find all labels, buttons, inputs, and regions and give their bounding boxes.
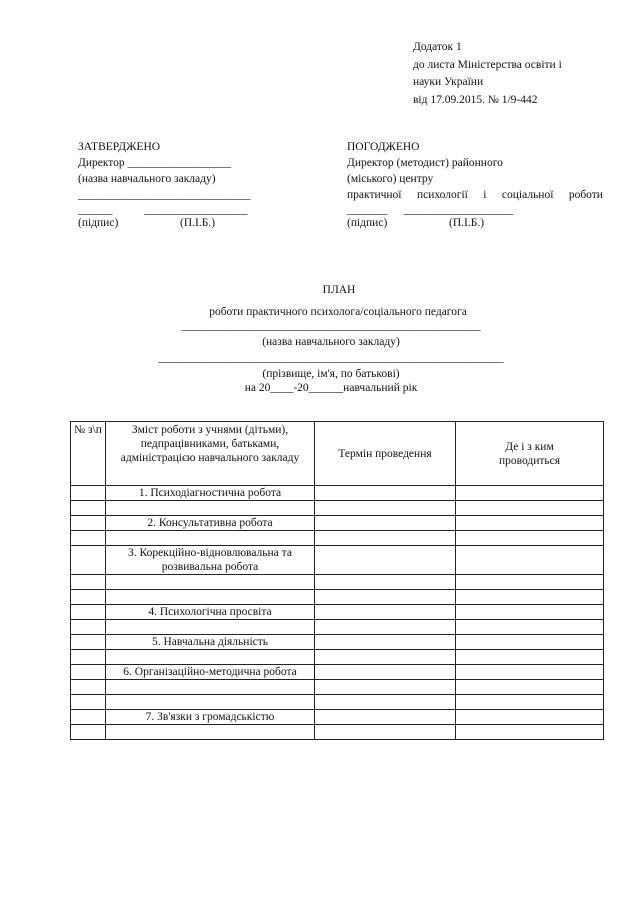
table-cell — [315, 605, 456, 620]
agreed-word: психології — [416, 189, 468, 201]
table-cell — [456, 546, 604, 575]
approved-name-label: (П.І.Б.) — [180, 217, 216, 229]
table-cell — [71, 665, 106, 680]
table-row — [71, 650, 604, 665]
table-row — [71, 531, 604, 546]
table-cell — [456, 635, 604, 650]
section-title: 7. Зв'язки з громадськістю — [106, 710, 315, 725]
table-cell — [456, 650, 604, 665]
table-cell — [315, 680, 456, 695]
plan-person-blank: ____________________________________________________________ — [158, 352, 504, 364]
table-cell — [456, 575, 604, 590]
table-row — [71, 680, 604, 695]
annex-line: від 17.09.2015. № 1/9-442 — [413, 94, 538, 106]
plan-year-line: на 20____-20______навчальний рік — [244, 382, 418, 394]
section-row — [71, 605, 604, 620]
table-cell — [315, 695, 456, 710]
table-row — [71, 695, 604, 710]
table-cell — [456, 695, 604, 710]
table-cell — [456, 516, 604, 531]
table-cell — [456, 605, 604, 620]
approved-institution-label: (назва навчального закладу) — [78, 173, 216, 185]
table-cell — [456, 710, 604, 725]
table-cell — [106, 680, 315, 695]
header-term: Термін проведення — [315, 422, 456, 486]
table-cell — [71, 695, 106, 710]
table-row — [71, 590, 604, 605]
plan-title: ПЛАН — [322, 284, 356, 296]
annex-line: до листа Міністерства освіти і — [413, 59, 562, 71]
table-cell — [71, 680, 106, 695]
plan-institution-label: (назва навчального закладу) — [262, 336, 400, 348]
table-cell — [315, 531, 456, 546]
table-row — [71, 575, 604, 590]
agreed-sign-line-left: _______ — [347, 204, 388, 216]
table-header-row — [71, 422, 604, 486]
section-title: 5. Навчальна діяльність — [106, 635, 315, 650]
table-cell — [71, 531, 106, 546]
agreed-sign-line-right: ___________________ — [404, 204, 514, 216]
section-row — [71, 546, 604, 575]
approved-title: ЗАТВЕРДЖЕНО — [78, 141, 161, 153]
table-cell — [106, 531, 315, 546]
agreed-word: і — [483, 189, 487, 201]
table-cell — [71, 590, 106, 605]
plan-subtitle: роботи практичного психолога/соціального педагога — [209, 306, 467, 318]
section-row — [71, 516, 604, 531]
agreed-line: (міського) центру — [347, 173, 434, 185]
table-cell — [456, 486, 604, 501]
agreed-sign-label: (підпис) — [347, 217, 388, 229]
table-cell — [106, 725, 315, 740]
agreed-line: Директор (методист) районного — [347, 157, 503, 169]
table-cell — [71, 620, 106, 635]
table-cell — [71, 486, 106, 501]
section-row — [71, 486, 604, 501]
table-cell — [456, 531, 604, 546]
table-cell — [106, 590, 315, 605]
header-num: № з\п — [71, 422, 106, 486]
section-title: 2. Консультативна робота — [106, 516, 315, 531]
table-cell — [315, 486, 456, 501]
table-cell — [106, 650, 315, 665]
header-where: Де і з ким проводиться — [456, 422, 604, 486]
plan-person-label: (прізвище, ім'я, по батькові) — [262, 368, 400, 380]
agreed-word: роботи — [568, 189, 603, 201]
approved-sign-label: (підпис) — [78, 217, 119, 229]
agreed-line-justified — [347, 188, 603, 202]
approved-blank-line: ______________________________ — [78, 189, 251, 201]
table-cell — [106, 575, 315, 590]
table-cell — [106, 620, 315, 635]
table-cell — [456, 620, 604, 635]
table-cell — [315, 546, 456, 575]
section-row — [71, 665, 604, 680]
table-cell — [456, 501, 604, 516]
table-cell — [106, 501, 315, 516]
annex-line: Додаток 1 — [413, 41, 462, 53]
table-cell — [315, 650, 456, 665]
table-cell — [315, 665, 456, 680]
table-cell — [71, 605, 106, 620]
section-title: 6. Організаційно-методична робота — [106, 665, 315, 680]
table-row — [71, 620, 604, 635]
table-cell — [315, 725, 456, 740]
table-cell — [71, 516, 106, 531]
table-cell — [315, 516, 456, 531]
approved-director: Директор __________________ — [78, 157, 232, 169]
table-cell — [71, 546, 106, 575]
section-title: 3. Корекційно-відновлювальна та розвивальна робота — [106, 546, 315, 575]
table-cell — [106, 695, 315, 710]
plan-institution-blank: ____________________________________________________ — [181, 320, 481, 332]
section-row — [71, 635, 604, 650]
agreed-title: ПОГОДЖЕНО — [347, 141, 420, 153]
header-content: Зміст роботи з учнями (дітьми), педпрацівниками, батьками, адміністрацією навчального закладу — [106, 422, 315, 486]
table-cell — [456, 725, 604, 740]
table-cell — [456, 680, 604, 695]
table-cell — [456, 590, 604, 605]
table-cell — [315, 635, 456, 650]
section-row — [71, 710, 604, 725]
approved-sign-line-left: ______ — [78, 204, 113, 216]
agreed-name-label: (П.І.Б.) — [449, 217, 485, 229]
agreed-word: практичної — [347, 189, 402, 201]
table-cell — [315, 590, 456, 605]
approved-sign-line-right: __________________ — [144, 204, 248, 216]
table-cell — [71, 725, 106, 740]
table-row — [71, 501, 604, 516]
table-cell — [71, 575, 106, 590]
plan-table — [70, 421, 604, 740]
table-cell — [71, 650, 106, 665]
table-cell — [315, 620, 456, 635]
annex-line: науки України — [413, 76, 484, 88]
section-title: 1. Психодіагностична робота — [106, 486, 315, 501]
table-cell — [71, 635, 106, 650]
table-cell — [456, 665, 604, 680]
table-row — [71, 725, 604, 740]
table-cell — [315, 710, 456, 725]
table-cell — [71, 501, 106, 516]
section-title: 4. Психологічна просвіта — [106, 605, 315, 620]
table-cell — [71, 710, 106, 725]
agreed-word: соціальної — [501, 189, 554, 201]
table-cell — [315, 501, 456, 516]
table-cell — [315, 575, 456, 590]
